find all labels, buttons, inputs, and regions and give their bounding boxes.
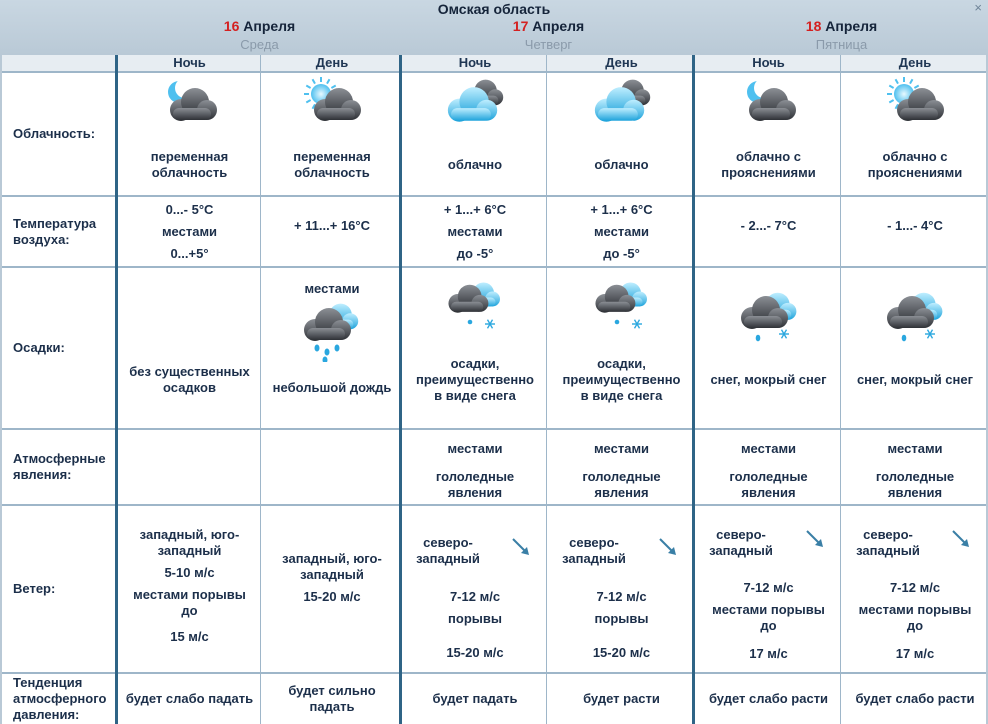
text-line: местами <box>304 281 360 296</box>
day-number: 16 <box>223 18 240 34</box>
text-line: облачно <box>594 157 649 172</box>
row-label-wind <box>13 581 55 597</box>
text-line: облачно <box>447 157 503 172</box>
text-line: до <box>760 618 777 633</box>
day-half-label: День <box>898 55 932 70</box>
text-line: осадков <box>163 380 216 395</box>
pressure-trend-text <box>550 691 693 707</box>
text-line: местами <box>161 224 218 239</box>
temperature-text <box>264 218 400 240</box>
text-line: 15-20 м/с <box>303 589 361 604</box>
weekday: Пятница <box>815 37 868 52</box>
text-line: + 11...+ 16°С <box>293 218 371 233</box>
temperature-text <box>844 218 986 240</box>
text-line: будет слабо расти <box>708 691 829 706</box>
precipitation-text <box>550 356 693 404</box>
text-line: без существенных <box>129 364 250 379</box>
text-line: северо- <box>716 527 766 542</box>
text-line: в виде снега <box>580 388 663 403</box>
text-line: западный <box>157 543 222 558</box>
text-line: воздуха: <box>13 232 70 247</box>
text-line: облачно с <box>736 149 801 164</box>
cloud-cover-text <box>697 149 840 181</box>
text-line: 15-20 м/с <box>446 645 504 660</box>
text-line: западный <box>562 551 626 566</box>
text-line: 15 м/с <box>170 629 209 644</box>
day-date <box>695 18 988 34</box>
text-line: снег, мокрый снег <box>710 372 827 387</box>
row-label-press <box>13 675 106 723</box>
column-divider <box>546 55 547 724</box>
region-title: Омская область <box>437 1 551 17</box>
text-line: местами <box>447 224 503 239</box>
text-line: осадки, <box>597 356 646 371</box>
wind-direction-text <box>554 535 634 567</box>
cloudy-icon <box>589 76 655 136</box>
month-name: Апреля <box>239 18 296 34</box>
text-line: местами <box>593 441 650 456</box>
cloud-cover-text <box>550 157 693 173</box>
row-label-precip <box>13 340 65 356</box>
pressure-trend-text <box>264 683 400 715</box>
text-line: прояснениями <box>867 165 963 180</box>
pressure-trend-text <box>844 691 986 707</box>
text-line: 0...- 5°С <box>165 202 214 217</box>
text-line: местами порывы <box>858 602 972 617</box>
text-line: местами порывы <box>133 587 246 602</box>
atmospheric-phenomena-text <box>404 441 546 501</box>
text-line: гололедные <box>582 469 661 484</box>
text-line: гололедные <box>729 469 808 484</box>
atmospheric-phenomena-text <box>844 441 986 501</box>
text-line: Атмосферные <box>13 451 106 466</box>
wind-speed-text <box>697 580 840 662</box>
text-line: до <box>181 603 198 618</box>
wind-direction-arrow-icon <box>804 528 826 550</box>
text-line: Тенденция <box>13 675 83 690</box>
text-line: 15-20 м/с <box>592 645 651 660</box>
temperature-text <box>119 202 260 268</box>
wind-direction-text <box>408 535 488 567</box>
day-number: 17 <box>512 18 529 34</box>
text-line: западный, юго- <box>282 551 382 566</box>
text-line: явления <box>741 485 796 500</box>
sun-cloud-icon <box>299 76 365 136</box>
precipitation-text <box>404 356 546 404</box>
text-line: давления: <box>13 707 80 722</box>
text-line: - 1...- 4°С <box>887 218 943 233</box>
text-line: прояснениями <box>721 165 816 180</box>
month-name: Апреля <box>528 18 585 34</box>
text-line: явления <box>594 485 649 500</box>
day-half-label: Ночь <box>458 55 492 70</box>
moon-cloud-icon <box>736 76 802 136</box>
snow-cloud-icon <box>442 280 508 340</box>
text-line: 0...+5° <box>170 246 209 261</box>
text-line: преимущественно <box>415 372 534 387</box>
text-line: до -5° <box>456 246 494 261</box>
atmospheric-phenomena-text <box>550 441 693 501</box>
column-divider <box>0 55 2 724</box>
month-name: Апреля <box>821 18 878 34</box>
text-line: до <box>906 618 924 633</box>
moon-cloud-icon <box>157 76 223 136</box>
text-line: будет сильно <box>288 683 376 698</box>
text-line: до -5° <box>603 246 640 261</box>
pressure-trend-text <box>697 691 840 707</box>
text-line: облачность <box>151 165 228 180</box>
text-line: местами <box>740 441 797 456</box>
precipitation-text <box>119 364 260 396</box>
text-line: западный, юго- <box>139 527 240 542</box>
pressure-trend-text <box>404 691 546 707</box>
text-line: будет падать <box>432 691 518 706</box>
text-line: переменная <box>293 149 371 164</box>
text-line: небольшой дождь <box>272 380 392 395</box>
text-line: явления <box>887 485 943 500</box>
text-line: северо- <box>863 527 913 542</box>
rain-cloud-icon <box>299 302 365 362</box>
text-line: атмосферного <box>13 691 107 706</box>
text-line: Облачность: <box>13 126 96 141</box>
cloud-cover-text <box>404 157 546 173</box>
text-line: снег, мокрый снег <box>856 372 974 387</box>
wind-direction-arrow-icon <box>950 528 972 550</box>
text-line: в виде снега <box>434 388 516 403</box>
text-line: явления: <box>13 467 72 482</box>
text-line: 7-12 м/с <box>889 580 941 595</box>
wind-direction-arrow-icon <box>657 536 679 558</box>
row-label-cloud <box>13 126 95 142</box>
column-divider <box>115 55 118 724</box>
text-line: Температура <box>13 216 97 231</box>
text-line: осадки, <box>450 356 500 371</box>
cloud-cover-text <box>264 149 400 181</box>
temperature-text <box>550 202 693 268</box>
snow-cloud-icon <box>589 280 655 340</box>
text-line: падать <box>309 699 355 714</box>
wind-direction-text <box>848 527 928 559</box>
cloud-cover-text <box>844 149 986 181</box>
pressure-trend-text <box>119 691 260 707</box>
column-divider <box>260 55 261 724</box>
weekday: Среда <box>240 37 279 52</box>
sleet-cloud-icon <box>736 290 802 350</box>
wind-text <box>264 551 400 605</box>
day-half-label: День <box>315 55 349 70</box>
text-line: 17 м/с <box>895 646 935 661</box>
text-line: Осадки: <box>13 340 65 355</box>
text-line: порывы <box>448 611 502 626</box>
day-date <box>117 18 402 34</box>
cloudy-icon <box>442 76 508 136</box>
sleet-cloud-icon <box>882 290 948 350</box>
temperature-text <box>404 202 546 268</box>
text-line: северо- <box>423 535 473 550</box>
text-line: западный <box>709 543 773 558</box>
text-line: порывы <box>594 611 649 626</box>
precip-note <box>264 281 400 297</box>
text-line: - 2...- 7°С <box>740 218 797 233</box>
text-line: 7-12 м/с <box>596 589 647 604</box>
text-line: будет расти <box>583 691 660 706</box>
text-line: преимущественно <box>562 372 681 387</box>
precipitation-text <box>697 372 840 388</box>
text-line: облачно с <box>882 149 948 164</box>
column-divider <box>840 55 841 724</box>
precipitation-text <box>844 372 986 388</box>
text-line: местами <box>593 224 650 239</box>
cloud-cover-text <box>119 149 260 181</box>
day-date <box>402 18 695 34</box>
sun-cloud-icon <box>882 76 948 136</box>
wind-speed-text <box>550 589 693 661</box>
text-line: переменная <box>150 149 229 164</box>
text-line: местами <box>447 441 503 456</box>
day-number: 18 <box>805 18 822 34</box>
text-line: 17 м/с <box>749 646 788 661</box>
wind-speed-text <box>404 589 546 661</box>
text-line: 7-12 м/с <box>449 589 501 604</box>
text-line: Ветер: <box>13 581 56 596</box>
text-line: облачность <box>294 165 370 180</box>
day-half-label: Ночь <box>752 55 785 70</box>
text-line: западный <box>856 543 920 558</box>
wind-text <box>119 527 260 645</box>
text-line: + 1...+ 6°С <box>590 202 653 217</box>
text-line: гололедные <box>875 469 955 484</box>
row-label-atmo <box>13 451 106 483</box>
precipitation-text <box>264 380 400 396</box>
atmospheric-phenomena-text <box>697 441 840 501</box>
wind-speed-text <box>844 580 986 662</box>
day-half-label: День <box>605 55 638 70</box>
text-line: местами <box>887 441 943 456</box>
text-line: 5-10 м/с <box>164 565 215 580</box>
text-line: будет слабо расти <box>855 691 975 706</box>
temperature-text <box>697 218 840 240</box>
text-line: явления <box>447 485 503 500</box>
wind-direction-arrow-icon <box>510 536 532 558</box>
text-line: местами порывы <box>712 602 825 617</box>
text-line: западный <box>300 567 364 582</box>
text-line: гололедные <box>435 469 515 484</box>
text-line: западный <box>416 551 480 566</box>
text-line: северо- <box>569 535 619 550</box>
close-icon[interactable]: × <box>974 0 982 15</box>
row-label-temp <box>13 216 96 248</box>
day-half-label: Ночь <box>173 55 206 70</box>
wind-direction-text <box>701 527 781 559</box>
text-line: будет слабо падать <box>125 691 254 706</box>
text-line: + 1...+ 6°С <box>443 202 507 217</box>
text-line: 7-12 м/с <box>743 580 794 595</box>
weekday: Четверг <box>524 37 573 52</box>
